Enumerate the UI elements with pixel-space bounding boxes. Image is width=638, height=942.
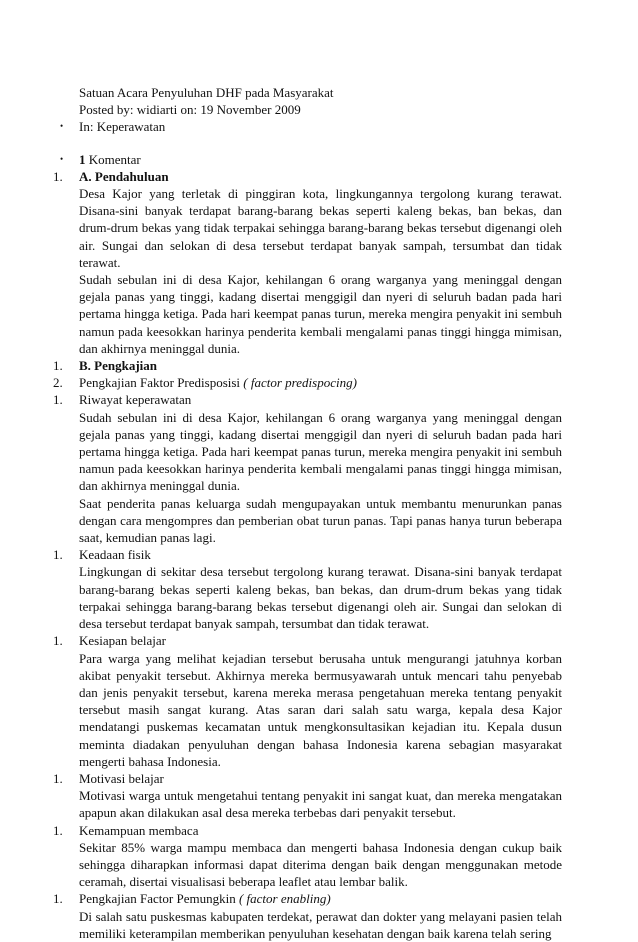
subsection-heading: Riwayat keperawatan xyxy=(79,392,192,408)
comments-row xyxy=(0,151,638,168)
post-meta-row xyxy=(0,101,638,118)
section-heading: A. Pendahuluan xyxy=(79,168,169,184)
list-number: 1. xyxy=(53,770,63,786)
bullet-icon: • xyxy=(60,153,64,164)
section-kesiapan xyxy=(0,632,638,770)
category-link[interactable]: In: Keperawatan xyxy=(79,119,166,135)
paragraph: Sudah sebulan ini di desa Kajor, kehilangan 6 orang warganya yang meninggal dengan gejala panas yang tinggi, kadang disertai menggigil dan nyeri di seluruh badan pada hari pertama hingga ketiga. Pada hari keempat panas turun, mereka mengira penyakit ini sembuh namun pada keesokkan harinya penderita kembali mengalami panas tinggi hingga mimisan, dan akhirnya meninggal dunia. xyxy=(79,272,562,356)
section-pendahuluan xyxy=(0,168,638,357)
section-kemampuan xyxy=(0,822,638,891)
paragraph: Sudah sebulan ini di desa Kajor, kehilangan 6 orang warganya yang meninggal dengan gejala panas yang tinggi, kadang disertai menggigil dan nyeri di seluruh badan pada hari pertama hingga ketiga. Pada hari keempat panas turun, mereka mengira penyakit ini sembuh namun pada keesokkan harinya penderita kembali mengalami panas tinggi hingga mimisan, dan akhirnya meninggal dunia. xyxy=(79,409,562,494)
paragraph: Di salah satu puskesmas kabupaten terdekat, perawat dan dokter yang melayani pasien telah memiliki keterampilan memberikan penyuluhan kesehatan dengan baik karena telah sering xyxy=(79,908,562,941)
section-predisposisi xyxy=(0,374,638,391)
comments-link[interactable] xyxy=(79,151,562,168)
subsection-heading: Kesiapan belajar xyxy=(79,633,166,649)
comment-label: Komentar xyxy=(85,151,141,167)
list-number: 2. xyxy=(53,375,63,391)
paragraph: Desa Kajor yang terletak di pinggiran kota, lingkungannya tergolong kurang terawat. Disana-sini banyak terdapat barang-barang bekas seperti kaleng bekas, ban bekas, dan drum-drum bekas yang tidak terpakai sehingga barang-barang bekas tersebut digenangi oleh air. Sungai dan selokan di desa tersebut terdapat banyak sampah, tersumbat dan tidak terawat. xyxy=(79,186,562,270)
section-pengkajian xyxy=(0,357,638,374)
list-number: 1. xyxy=(53,891,63,907)
paragraph: Lingkungan di sekitar desa tersebut tergolong kurang terawat. Disana-sini banyak terdapat barang-barang bekas seperti kaleng bekas, ban bekas, dan drum-drum bekas yang tidak terpakai sehingga barang-barang bekas tersebut digenangi oleh air. Sungai dan selokan di desa tersebut terdapat banyak sampah, tersumbat dan tidak terawat. xyxy=(79,564,562,632)
paragraph: Sekitar 85% warga mampu membaca dan mengerti bahasa Indonesia dengan cukup baik sehingga diharapkan informasi dapat diterima dengan baik dengan menggunakan metode ceramah, disertai visualisasi beberapa leaflet atau lembar balik. xyxy=(79,839,562,890)
list-number: 1. xyxy=(53,358,63,374)
section-riwayat xyxy=(0,391,638,546)
spacer xyxy=(0,136,638,151)
section-motivasi xyxy=(0,770,638,822)
list-number: 1. xyxy=(53,633,63,649)
list-number: 1. xyxy=(53,392,63,408)
bullet-icon: • xyxy=(60,121,64,132)
document-page xyxy=(0,84,638,942)
section-fisik xyxy=(0,546,638,632)
list-number: 1. xyxy=(53,168,63,184)
list-number: 1. xyxy=(53,822,63,838)
subsection-heading: Kemampuan membaca xyxy=(79,822,199,838)
list-number: 1. xyxy=(53,547,63,563)
subsection-heading: Pengkajian Factor Pemungkin ( factor enabling) xyxy=(79,891,331,907)
post-title: Satuan Acara Penyuluhan DHF pada Masyarakat xyxy=(79,85,334,100)
paragraph: Motivasi warga untuk mengetahui tentang penyakit ini sangat kuat, dan mereka mengatakan apapun akan dilakukan asal desa mereka terbebas dari penyakit tersebut. xyxy=(79,788,562,821)
comment-count: 1 xyxy=(79,151,86,167)
subsection-heading: Motivasi belajar xyxy=(79,770,164,786)
paragraph: Para warga yang melihat kejadian tersebut berusaha untuk mengurangi jatuhnya korban akibat penyakit tersebut. Akhirnya mereka bermusyawarah untuk mencari tahu penyebab dan jenis penyakit tersebut, karena mereka merasa pengetahuan mereka tentang penyakit tersebut masih sangat kurang. Atas saran dari salah satu warga, kepala desa Kajor mendatangi puskemas kecamatan untuk mengkonsultasikan kejadian itu. Kepala dusun meminta diadakan penyuluhan dengan bahasa Indonesia karena sebagian masyarakat mengerti bahasa Indonesia. xyxy=(79,650,562,769)
subsection-heading: Keadaan fisik xyxy=(79,547,151,563)
post-title-row xyxy=(0,84,638,101)
posted-by: Posted by: widiarti on: 19 November 2009 xyxy=(79,102,301,118)
category-row xyxy=(0,118,638,135)
section-pemungkin xyxy=(0,890,638,942)
subsection-heading: Pengkajian Faktor Predisposisi ( factor predispocing) xyxy=(79,375,357,391)
section-heading: B. Pengkajian xyxy=(79,358,158,374)
paragraph: Saat penderita panas keluarga sudah mengupayakan untuk membantu menurunkan panas dengan cara mengompres dan pemberian obat turun panas. Tapi panas hanya turun beberapa saat, kemudian panas lagi. xyxy=(79,495,562,546)
